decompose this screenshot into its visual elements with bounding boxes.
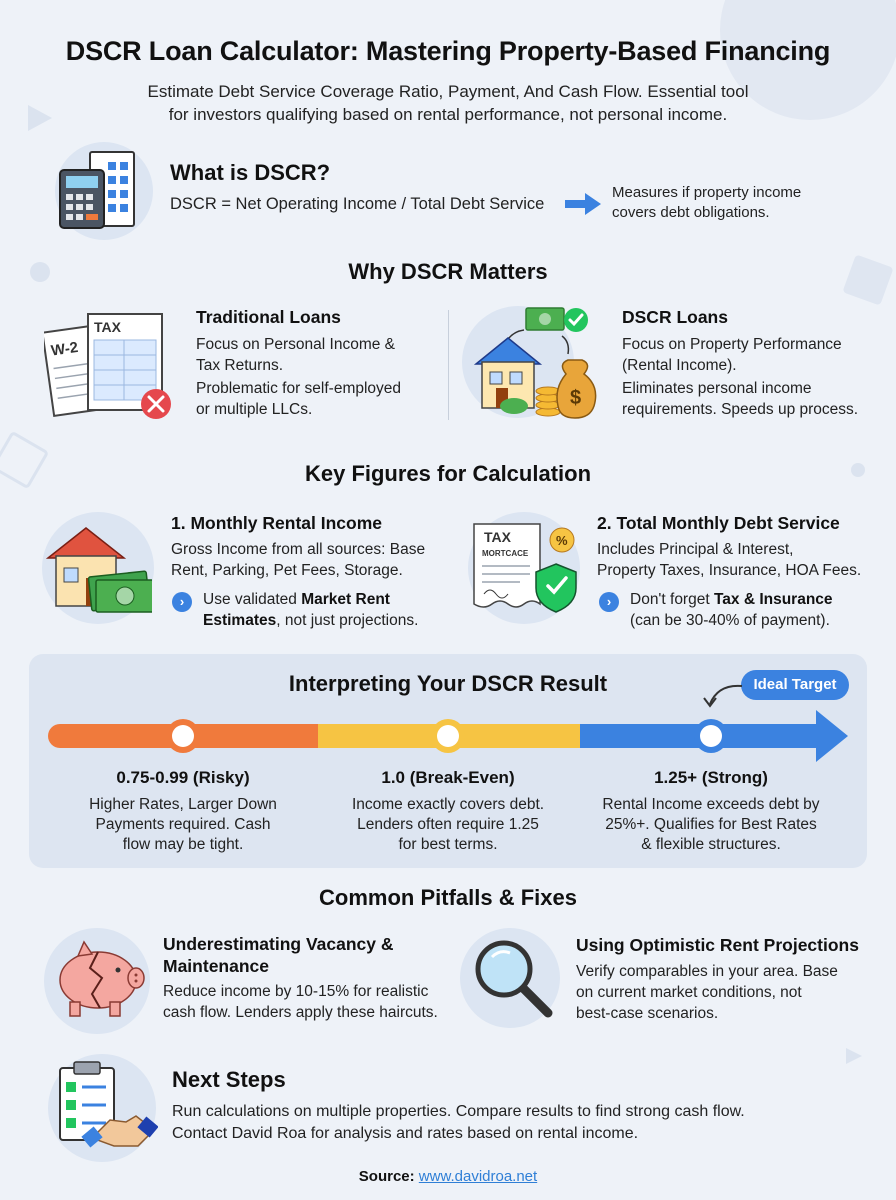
next-steps-text: [172, 1101, 745, 1145]
calculator-building-icon: [58, 150, 150, 232]
arrow-right-icon: [565, 192, 601, 216]
source-line: [0, 1168, 896, 1185]
total-debt-service-title: 2. Total Monthly Debt Service: [597, 513, 840, 533]
house-money-icon: [470, 302, 610, 424]
traditional-loans-text: [196, 334, 401, 420]
tip-text: , not just projections.: [276, 612, 419, 629]
debt-service-tip: [630, 589, 833, 631]
tip-bold: Tax & Insurance: [713, 591, 833, 608]
total-debt-service-text: [597, 539, 861, 581]
tax-label: TAX: [484, 529, 511, 545]
text-line: flow may be tight.: [122, 836, 244, 853]
subtitle-line: Estimate Debt Service Coverage Ratio, Payment, And Cash Flow. Essential tool: [147, 82, 749, 101]
dscr-loans-title: DSCR Loans: [622, 307, 728, 327]
checklist-handshake-icon: [54, 1060, 158, 1150]
text-line: Tax Returns.: [196, 357, 284, 374]
text-line: best-case scenarios.: [576, 1005, 719, 1022]
magnifying-glass-icon: [470, 935, 556, 1021]
tip-bold: Estimates: [203, 612, 277, 629]
rent-projections-pitfall-title: Using Optimistic Rent Projections: [576, 935, 859, 955]
why-dscr-heading: Why DSCR Matters: [348, 259, 548, 284]
text-line: & flexible structures.: [641, 836, 781, 853]
vacancy-pitfall-text: [163, 981, 438, 1023]
tax-mortgage-shield-icon: [470, 520, 582, 616]
monthly-rental-income-title: 1. Monthly Rental Income: [171, 513, 382, 533]
risky-level-label: 0.75-0.99 (Risky): [116, 768, 250, 787]
text-line: Verify comparables in your area. Base: [576, 963, 838, 980]
title-line: Underestimating Vacancy &: [163, 934, 394, 954]
traditional-loans-title: Traditional Loans: [196, 307, 341, 327]
text-line: requirements. Speeds up process.: [622, 401, 859, 418]
pitfalls-heading: Common Pitfalls & Fixes: [319, 885, 577, 910]
text-line: Problematic for self-employed: [196, 380, 402, 397]
text-line: Eliminates personal income: [622, 380, 812, 397]
subtitle-line: for investors qualifying based on rental performance, not personal income.: [168, 105, 728, 124]
text-line: Includes Principal & Interest,: [597, 541, 794, 558]
source-link[interactable]: www.davidroa.net: [418, 1168, 538, 1185]
text-line: Contact David Roa for analysis and rates based on rental income.: [172, 1125, 639, 1142]
page-subtitle: [100, 80, 796, 126]
dscr-meaning-note: [612, 183, 832, 223]
strong-level-label: 1.25+ (Strong): [654, 768, 768, 787]
dscr-scale-bar: [48, 710, 850, 762]
break-even-level-label: 1.0 (Break-Even): [381, 768, 515, 787]
rent-projections-pitfall-text: [576, 961, 838, 1024]
text-line: Rental Income exceeds debt by: [602, 796, 820, 813]
text-line: Reduce income by 10-15% for realistic: [163, 983, 429, 1000]
tip-bold: Market Rent: [301, 591, 390, 608]
text-line: Focus on Personal Income &: [196, 336, 396, 353]
next-steps-heading: Next Steps: [172, 1067, 286, 1092]
text-line: on current market conditions, not: [576, 984, 802, 1001]
tax-label: TAX: [94, 319, 121, 335]
broken-piggy-bank-icon: [50, 938, 146, 1020]
vacancy-pitfall-title: [163, 933, 394, 977]
curved-arrow-icon: [700, 680, 746, 710]
mortgage-label: MORTCACE: [482, 549, 529, 558]
text-line: 25%+. Qualifies for Best Rates: [605, 816, 817, 833]
page-title: DSCR Loan Calculator: Mastering Property-Based Financing: [65, 36, 831, 66]
note-line: Measures if property income: [612, 184, 802, 201]
title-line: Maintenance: [163, 956, 269, 976]
svg-text:$: $: [570, 387, 582, 409]
strong-level-text: [571, 795, 851, 855]
break-even-level-text: [313, 795, 583, 855]
monthly-rental-income-text: [171, 539, 425, 581]
what-is-dscr-heading: What is DSCR?: [170, 160, 331, 185]
svg-text:%: %: [556, 533, 568, 548]
text-line: or multiple LLCs.: [196, 401, 313, 418]
rental-income-tip: [203, 589, 418, 631]
interpreting-heading: Interpreting Your DSCR Result: [288, 671, 608, 696]
text-line: cash flow. Lenders apply these haircuts.: [163, 1004, 438, 1021]
note-line: covers debt obligations.: [612, 204, 770, 221]
text-line: for best terms.: [398, 836, 498, 853]
w2-label: W-2: [49, 338, 80, 360]
text-line: Gross Income from all sources: Base: [171, 541, 426, 558]
source-label: Source:: [358, 1168, 419, 1185]
chevron-right-icon: ›: [172, 592, 192, 612]
tax-forms-icon: [44, 310, 184, 426]
key-figures-heading: Key Figures for Calculation: [304, 461, 592, 486]
tip-text: (can be 30-40% of payment).: [630, 612, 830, 629]
text-line: Higher Rates, Larger Down: [89, 796, 277, 813]
text-line: Rent, Parking, Pet Fees, Storage.: [171, 562, 403, 579]
text-line: (Rental Income).: [622, 357, 737, 374]
text-line: Focus on Property Performance: [622, 336, 842, 353]
tip-text: Use validated: [203, 591, 302, 608]
text-line: Payments required. Cash: [95, 816, 271, 833]
ideal-target-badge: Ideal Target: [741, 670, 849, 700]
text-line: Lenders often require 1.25: [357, 816, 539, 833]
text-line: Income exactly covers debt.: [351, 796, 545, 813]
chevron-right-icon: ›: [599, 592, 619, 612]
dscr-loans-text: [622, 334, 858, 420]
tip-text: Don't forget: [630, 591, 714, 608]
text-line: Run calculations on multiple properties. Compare results to find strong cash flow.: [172, 1103, 745, 1120]
risky-level-text: [48, 795, 318, 855]
section-divider: [448, 310, 449, 420]
text-line: Property Taxes, Insurance, HOA Fees.: [597, 562, 862, 579]
rental-house-icon: [46, 522, 152, 614]
dscr-formula: DSCR = Net Operating Income / Total Debt Service: [170, 195, 545, 213]
